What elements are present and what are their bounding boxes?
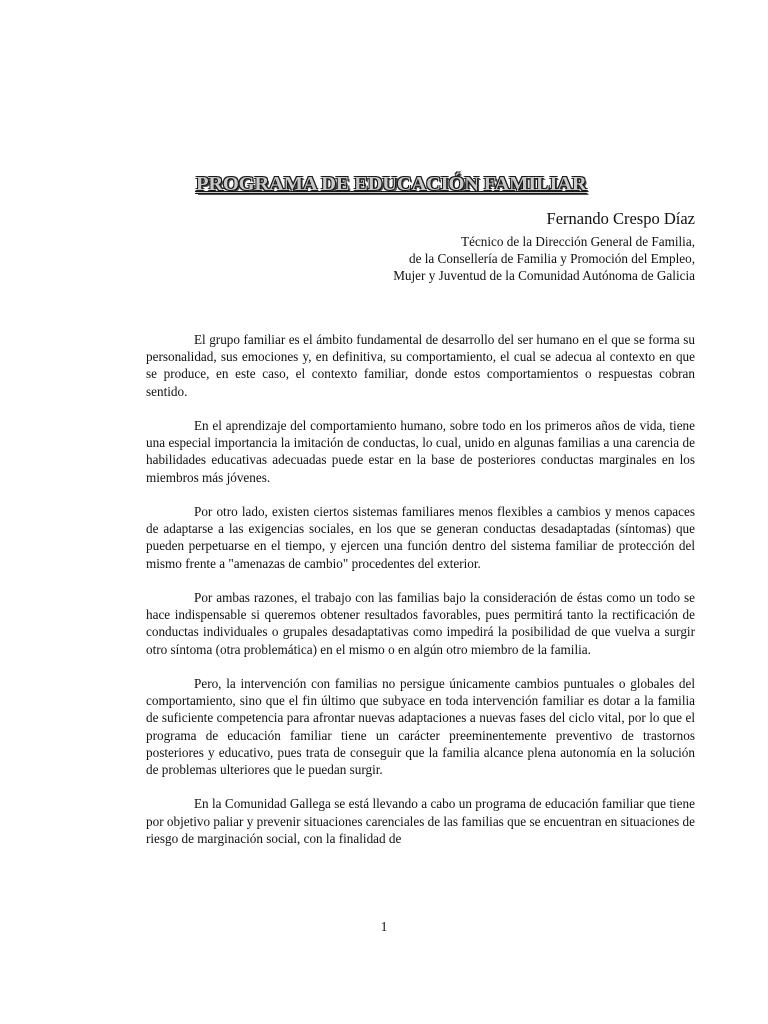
affiliation-line: Mujer y Juventud de la Comunidad Autónoma de Galicia: [393, 268, 695, 284]
document-title: PROGRAMA DE EDUCACIÓN FAMILIAR: [196, 173, 587, 195]
body-paragraph: Por ambas razones, el trabajo con las familias bajo la consideración de éstas como un todo se hace indispensable si queremos obtener resultados favorables, pues permitirá tanto la rectificación de conductas individuales o grupales desadaptativas como impedirá la posibilidad de que vuelva a surgir otro síntoma (otra problemática) en el mismo o en algún otro miembro de la familia.: [146, 590, 695, 657]
author-name: Fernando Crespo Díaz: [546, 209, 695, 228]
affiliation-line: de la Consellería de Familia y Promoción del Empleo,: [408, 251, 695, 267]
document-body: [146, 331, 695, 864]
affiliation-line: Técnico de la Dirección General de Familia,: [461, 234, 695, 249]
page-number: 1: [380, 919, 388, 934]
author-block: [393, 208, 695, 285]
body-paragraph: En la Comunidad Gallega se está llevando a cabo un programa de educación familiar que tiene por objetivo paliar y prevenir situaciones carenciales de las familias que se encuentran en situaciones de riesgo de marginación social, con la finalidad de: [146, 796, 695, 846]
body-paragraph: Pero, la intervención con familias no persigue únicamente cambios puntuales o globales del comportamiento, sino que el fin último que subyace en toda intervención familiar es dotar a la familia de suficiente competencia para afrontar nuevas adaptaciones a nuevas fases del ciclo vital, por lo que el programa de educación familiar tiene un carácter preeminentemente preventivo de trastornos posteriores y educativo, pues trata de conseguir que la familia alcance plena autonomía en la solución de problemas ulteriores que le puedan surgir.: [146, 676, 695, 778]
body-paragraph: Por otro lado, existen ciertos sistemas familiares menos flexibles a cambios y menos capaces de adaptarse a las exigencias sociales, en los que se generan conductas desadaptadas (síntomas) que pueden perpetuarse en el tiempo, y ejercen una función dentro del sistema familiar de protección del mismo frente a "amenazas de cambio" procedentes del exterior.: [146, 504, 695, 571]
author-affiliation: [393, 233, 695, 285]
body-paragraph: En el aprendizaje del comportamiento humano, sobre todo en los primeros años de vida, tiene una especial importancia la imitación de conductas, lo cual, unido en algunas familias a una carencia de habilidades educativas adecuadas puede estar en la base de posteriores conductas marginales en los miembros más jóvenes.: [146, 418, 695, 485]
body-paragraph: El grupo familiar es el ámbito fundamental de desarrollo del ser humano en el que se forma su personalidad, sus emociones y, en definitiva, su comportamiento, el cual se adecua al contexto en que se produce, en este caso, el contexto familiar, donde estos comportamientos o respuestas cobran sentido.: [146, 332, 695, 399]
